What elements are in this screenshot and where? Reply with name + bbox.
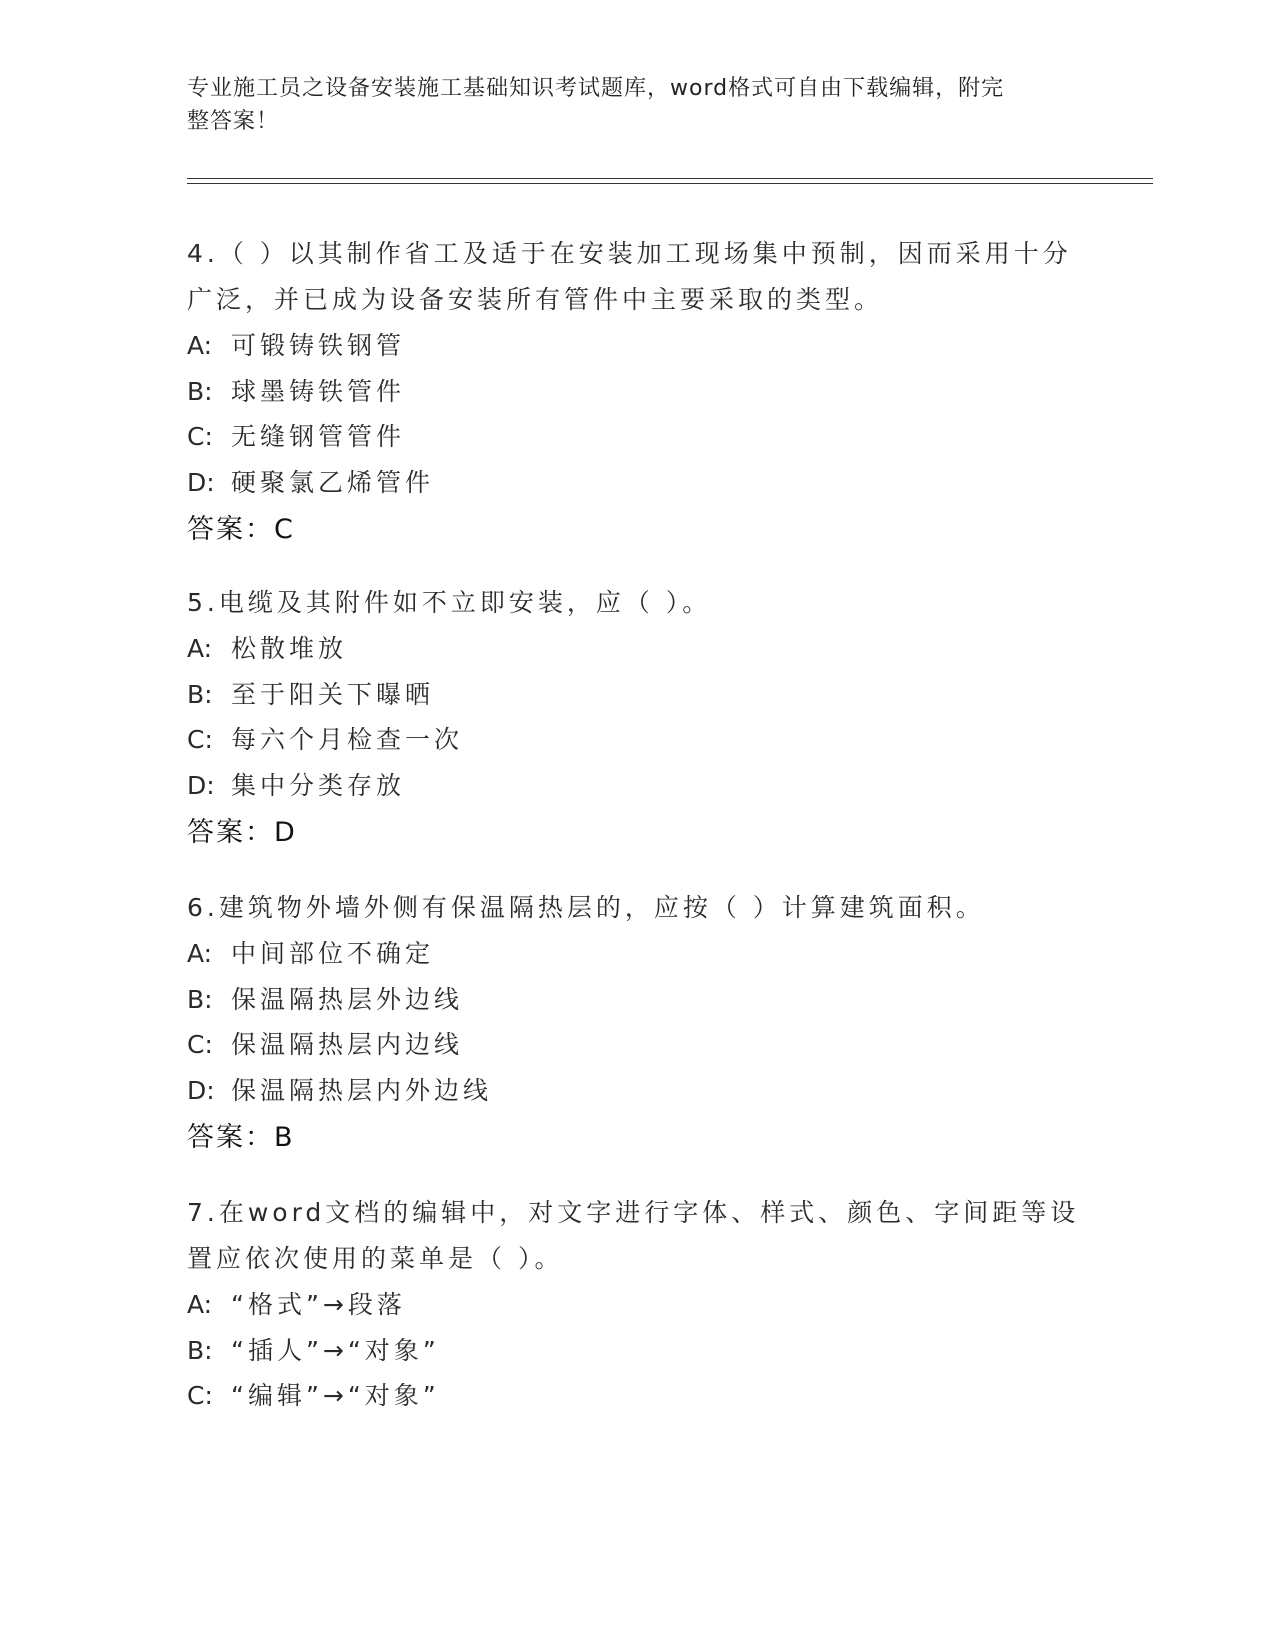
option-text: 每六个月检查一次 <box>231 725 464 754</box>
option-letter: C: <box>187 1381 213 1410</box>
option-text: 至于阳关下曝晒 <box>231 679 435 709</box>
option-text: 中间部位不确定 <box>231 939 435 968</box>
option-text: 集中分类存放 <box>231 770 406 800</box>
option-a <box>187 1282 1087 1328</box>
question-stem-line: 7.在word文档的编辑中，对文字进行字体、样式、颜色、字间距等设 <box>187 1198 1080 1227</box>
option-c <box>187 414 1087 460</box>
option-a <box>187 626 1087 672</box>
question-stem-line: 4.（ ）以其制作省工及适于在安装加工现场集中预制，因而采用十分 <box>187 239 1072 268</box>
option-b <box>187 672 1087 718</box>
header-line-1: 专业施工员之设备安装施工基础知识考试题库，word格式可自由下载编辑，附完 <box>187 76 1005 101</box>
answer <box>187 1115 1087 1161</box>
answer <box>187 507 1087 553</box>
option-letter: D: <box>187 770 215 800</box>
option-c <box>187 1022 1087 1068</box>
answer-label: 答案： <box>187 514 274 545</box>
option-text: “格式”→段落 <box>231 1290 406 1319</box>
question-6 <box>187 885 1087 1161</box>
header-divider-top <box>187 178 1153 179</box>
option-letter: A: <box>187 331 213 360</box>
header-line-2: 整答案！ <box>187 109 280 134</box>
option-c <box>187 717 1087 763</box>
option-letter: C: <box>187 1030 213 1059</box>
answer <box>187 810 1087 856</box>
question-stem-line: 广泛，并已成为设备安装所有管件中主要采取的类型。 <box>187 285 884 314</box>
question-5 <box>187 580 1087 856</box>
option-d <box>187 763 1087 809</box>
question-stem <box>187 1190 1087 1282</box>
option-letter: A: <box>187 1290 213 1319</box>
answer-value: C <box>274 514 293 545</box>
question-4 <box>187 231 1087 553</box>
option-letter: B: <box>187 1335 213 1365</box>
answer-label: 答案： <box>187 1122 274 1153</box>
answer-label: 答案： <box>187 817 274 848</box>
option-text: 保温隔热层内边线 <box>231 1030 464 1059</box>
answer-value: D <box>274 817 295 848</box>
option-text: 可锻铸铁钢管 <box>231 331 406 360</box>
option-text: 硬聚氯乙烯管件 <box>231 467 435 497</box>
option-text: 球墨铸铁管件 <box>231 376 406 406</box>
option-letter: C: <box>187 422 213 451</box>
question-stem-line: 5.电缆及其附件如不立即安装，应（ ）。 <box>187 588 712 617</box>
option-text: 松散堆放 <box>231 634 348 663</box>
option-b <box>187 977 1087 1023</box>
document-header <box>187 72 1087 138</box>
option-text: 保温隔热层内外边线 <box>231 1075 493 1105</box>
question-stem-line: 6.建筑物外墙外侧有保温隔热层的，应按（ ）计算建筑面积。 <box>187 893 985 922</box>
option-letter: B: <box>187 376 213 406</box>
question-stem <box>187 885 1087 931</box>
option-b <box>187 1328 1087 1374</box>
answer-value: B <box>274 1122 293 1153</box>
option-text: “插人”→“对象” <box>231 1335 440 1365</box>
question-7 <box>187 1190 1087 1419</box>
option-a <box>187 323 1087 369</box>
option-letter: C: <box>187 725 213 754</box>
option-letter: B: <box>187 984 213 1014</box>
question-stem-line: 置应依次使用的菜单是（ ）。 <box>187 1244 564 1273</box>
question-stem <box>187 231 1087 323</box>
question-stem <box>187 580 1087 626</box>
option-letter: A: <box>187 939 213 968</box>
option-letter: D: <box>187 1075 215 1105</box>
option-b <box>187 369 1087 415</box>
option-d <box>187 460 1087 506</box>
option-text: 无缝钢管管件 <box>231 422 406 451</box>
option-letter: A: <box>187 634 213 663</box>
option-d <box>187 1068 1087 1114</box>
option-c <box>187 1373 1087 1419</box>
option-letter: D: <box>187 467 215 497</box>
option-a <box>187 931 1087 977</box>
option-letter: B: <box>187 679 213 709</box>
option-text: 保温隔热层外边线 <box>231 984 464 1014</box>
option-text: “编辑”→“对象” <box>231 1381 440 1410</box>
header-divider-bottom <box>187 183 1153 184</box>
